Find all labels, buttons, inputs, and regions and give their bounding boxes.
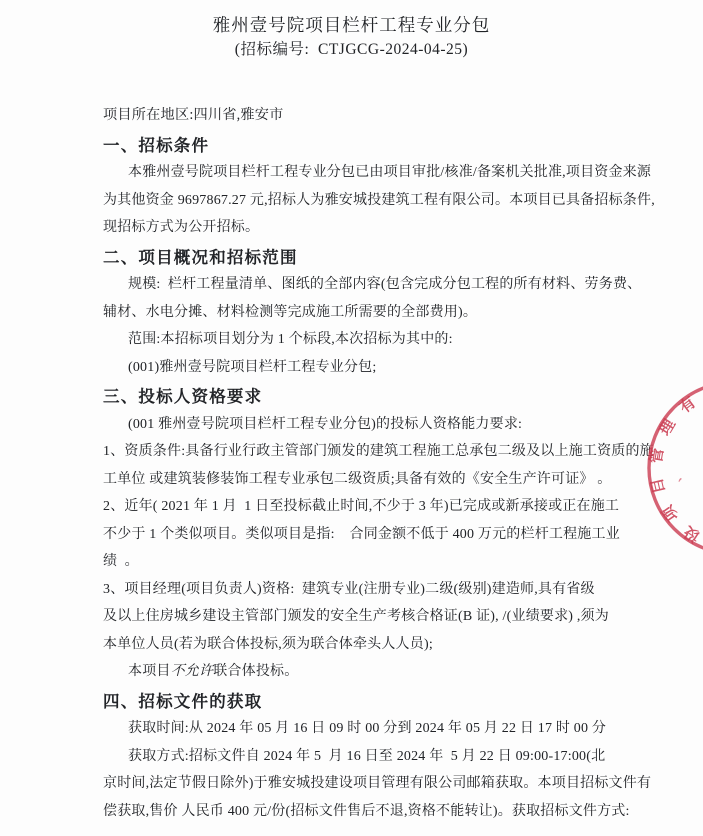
text-segment: 获取方式:招标文件自 2024 年 5 月 16 日至 2024 年 5 月 22 日 09:00-17:00(北 [128,748,606,764]
text-segment: 不允许 [170,664,214,679]
seal-character: 设 [681,522,703,546]
text-line [103,743,643,771]
seal-character: 有 [676,393,700,417]
seal-character: 理 [656,416,679,439]
text-line [103,548,643,576]
text-segment: 3、项目经理(项目负责人)资格: 建筑专业(注册专业)二级(级别)建造师,具有省级 [103,581,595,597]
text-segment: 现招标方式为公开招标。 [103,220,260,235]
text-segment: 一、招标条件 [103,135,210,155]
text-segment: 为其他资金 9697867.27 元,招标人为雅安城投建筑工程有限公司。本项目已具备招标条件, [103,192,655,208]
text-line [103,354,643,382]
text-line [103,214,643,242]
text-segment: 范围:本招标项目划分为 1 个标段,本次招标为其中的: [128,332,453,347]
text-segment: 本单位人员(若为联合体投标,须为联合体牵头人人员); [103,636,433,652]
text-segment: 联合体投标。 [213,664,299,679]
document-title: 雅州壹号院项目栏杆工程专业分包 [212,15,491,35]
text-segment: 及以上住房城乡建设主管部门颁发的安全生产考核合格证(B 证), /(业绩要求) ,须为 [103,609,609,624]
text-line [103,299,643,327]
text-line [103,798,643,826]
text-segment: 本项目 [128,664,171,679]
text-line [103,326,643,354]
text-line [103,770,652,798]
seal-character: 管 [647,446,668,465]
text-line [103,658,643,686]
text-line [103,715,643,743]
text-segment: 本雅州壹号院项目栏杆工程专业分包已由项目审批/核准/备案机关批准,项目资金来源 [128,165,652,180]
text-line [103,159,652,187]
text-segment: 偿获取,售价 人民币 400 元/份(招标文件售后不退,资格不能转让)。获取招标文件方式: [103,803,630,819]
text-line [103,271,643,299]
text-segment: 四、招标文件的获取 [103,691,263,711]
text-segment: (001)雅州壹号院项目栏杆工程专业分包; [128,359,377,375]
text-line [103,631,643,659]
text-segment: 获取时间:从 2024 年 05 月 16 日 09 时 00 分到 2024 年 05 月 22 日 17 时 00 分 [128,721,607,736]
text-line [103,438,654,466]
text-segment: 2、近年( 2021 年 1 月 1 日至投标截止时间,不少于 3 年)已完成或新承接或正在施工 [103,499,620,514]
text-line [103,576,643,604]
text-segment: 规模: 栏杆工程量清单、图纸的全部内容(包含完成分包工程的所有材料、劳务费、 [128,277,642,292]
text-segment: 1、资质条件:具备行业行政主管部门颁发的建筑工程施工总承包二级及以上施工资质的施 [103,444,654,459]
section-heading [103,244,643,272]
text-line [103,102,643,130]
text-line [103,187,655,215]
text-line [103,411,643,439]
text-segment: 不少于 1 个类似项目。类似项目是指: 合同金额不低于 400 万元的栏杆工程施工业 [103,526,620,542]
text-segment: (001 雅州壹号院项目栏杆工程专业分包)的投标人资格能力要求: [128,416,523,432]
text-segment: 项目所在地区:四川省,雅安市 [103,107,284,123]
text-line [103,466,643,494]
text-segment: 京时间,法定节假日除外)于雅安城投建设项目管理有限公司邮箱获取。本项目招标文件有 [103,776,652,791]
seal-inner-mark: 、 [668,469,684,484]
seal-character: 项 [659,501,683,525]
text-line [103,493,643,521]
text-line [103,521,643,549]
text-line [103,603,643,631]
section-heading [103,383,643,411]
bid-number: (招标编号: CTJGCG-2024-04-25) [234,41,469,58]
section-heading [103,132,643,160]
text-segment: 绩 。 [103,554,139,569]
section-heading [103,688,643,716]
seal-character: 目 [648,476,669,496]
text-segment: 工单位 或建筑装修装饰工程专业承包二级资质;具备有效的《安全生产许可证》 。 [103,471,612,487]
text-segment: 三、投标人资格要求 [103,387,263,406]
text-segment: 二、项目概况和招标范围 [103,247,298,267]
document-body [0,102,703,825]
text-segment: 辅材、水电分摊、材料检测等完成施工所需要的全部费用)。 [103,304,478,320]
